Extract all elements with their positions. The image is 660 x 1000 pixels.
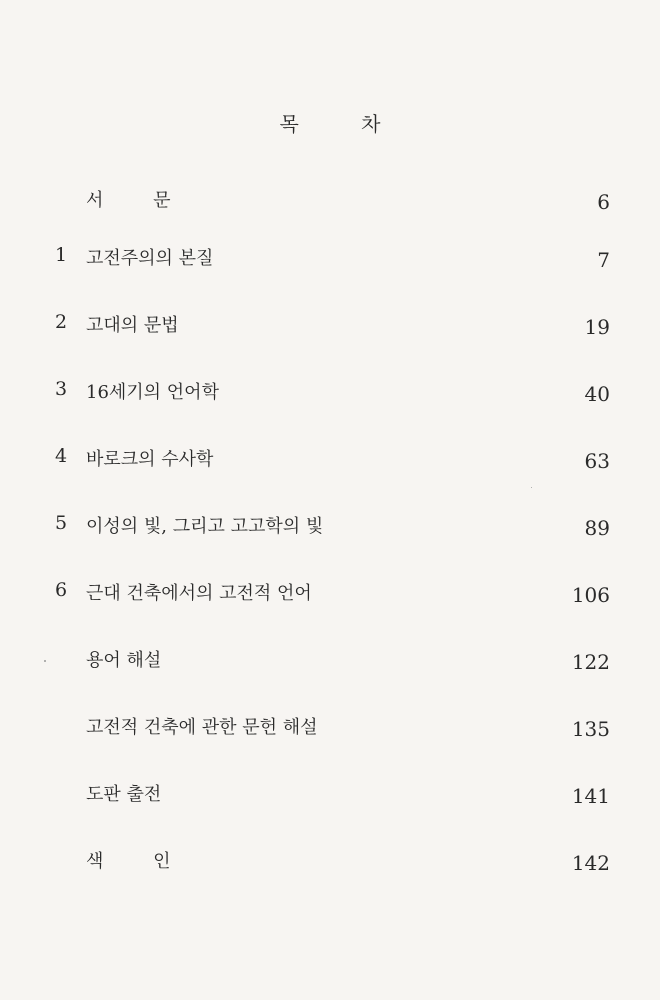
paper-speck xyxy=(531,487,532,488)
toc-entry-number: 5 xyxy=(55,512,68,534)
toc-entry-title: 용어 해설 xyxy=(86,650,162,671)
paper-speck xyxy=(44,660,46,662)
toc-entry-glossary xyxy=(0,646,660,676)
toc-entry-title: 고대의 문법 xyxy=(86,315,179,336)
toc-entry-title: 도판 출전 xyxy=(86,784,162,805)
toc-entry-page: 122 xyxy=(571,650,610,674)
toc-entry-page: 19 xyxy=(584,315,610,339)
toc-entry-title: 16세기의 언어학 xyxy=(86,382,219,403)
toc-entry-page: 63 xyxy=(584,449,610,473)
toc-entry-3 xyxy=(0,378,660,408)
toc-entry-title: 서 문 xyxy=(86,190,193,211)
toc-entry-title: 근대 건축에서의 고전적 언어 xyxy=(86,583,312,604)
toc-entry-title: 고전적 건축에 관한 문헌 해설 xyxy=(86,717,318,738)
toc-entry-number: 3 xyxy=(55,378,68,400)
toc-entry-page: 142 xyxy=(571,851,610,875)
toc-entry-number: 4 xyxy=(55,445,68,467)
toc-entry-number: 2 xyxy=(55,311,68,333)
toc-entry-page: 141 xyxy=(571,784,610,808)
toc-entry-title: 색 인 xyxy=(86,851,193,872)
toc-entry-5 xyxy=(0,512,660,542)
toc-entry-number: 6 xyxy=(55,579,68,601)
toc-title: 목 차 xyxy=(279,112,409,136)
toc-entry-number: 1 xyxy=(55,244,68,266)
toc-entry-page: 106 xyxy=(571,583,610,607)
toc-entry-title: 이성의 빛, 그리고 고고학의 빛 xyxy=(86,516,324,537)
toc-entry-title: 고전주의의 본질 xyxy=(86,248,214,269)
toc-entry-title: 바로크의 수사학 xyxy=(86,449,214,470)
toc-entry-1 xyxy=(0,244,660,274)
toc-entry-page: 135 xyxy=(571,717,610,741)
toc-entry-index xyxy=(0,847,660,877)
toc-entry-page: 6 xyxy=(597,190,610,214)
toc-entry-preface xyxy=(0,186,660,216)
toc-entry-page: 7 xyxy=(597,248,610,272)
toc-entry-bibliography xyxy=(0,713,660,743)
toc-entry-page: 89 xyxy=(584,516,610,540)
toc-entry-page: 40 xyxy=(584,382,610,406)
toc-entry-2 xyxy=(0,311,660,341)
toc-entry-4 xyxy=(0,445,660,475)
toc-entry-6 xyxy=(0,579,660,609)
toc-entry-illustration-sources xyxy=(0,780,660,810)
